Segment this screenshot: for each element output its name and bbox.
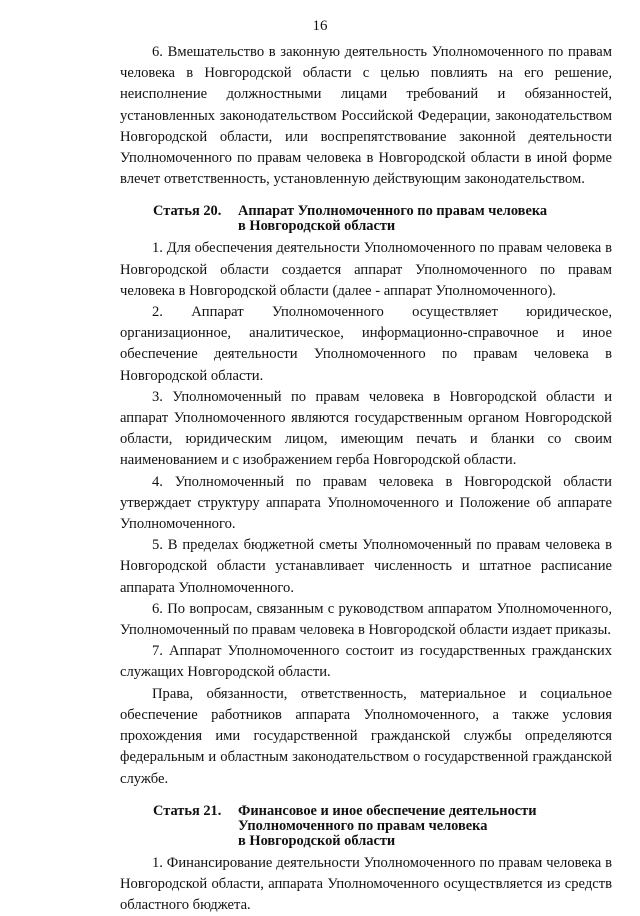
article-title-line: в Новгородской области: [238, 218, 396, 235]
article-title-line: Уполномоченного по правам человека: [238, 817, 488, 834]
paragraph-article-20-item-4: 4. Уполномоченный по правам человека в Новгородской области утверждает структуру аппарата Уполномоченного и Положение об аппарате Уполномоченного.: [120, 473, 612, 533]
paragraph-article-20-item-3: 3. Уполномоченный по правам человека в Новгородской области и аппарат Уполномоченного являются государственным органом Новгородской области, юридическим лицом, имеющим печать и бланки со своим наименованием и с изображением герба Новгородской области.: [120, 388, 612, 469]
article-number: Статья 20.: [153, 203, 222, 220]
article-title: [238, 204, 612, 234]
document-body: [120, 42, 612, 916]
paragraph-clause-6: 6. Вмешательство в законную деятельность Уполномоченного по правам человека в Новгородской области с целью повлиять на его решение, неисполнение должностными лицами требований и обязанностей, установленных законодательством Российской Федерации, законодательством Новгородской области, или воспрепятствование законной деятельности Уполномоченного по правам человека в Новгородской области в иной форме влечет ответственность, установленную действующим законодательством.: [120, 44, 612, 188]
paragraph-article-20-item-1: 1. Для обеспечения деятельности Уполномоченного по правам человека в Новгородской области создается аппарат Уполномоченного по правам человека в Новгородской области (далее - аппарат Уполномоченного).: [120, 240, 612, 299]
page-number: 16: [312, 18, 328, 34]
article-21-heading: [120, 804, 612, 849]
article-20-heading: [120, 204, 612, 234]
paragraph-article-20-item-5: 5. В пределах бюджетной сметы Уполномоченный по правам человека в Новгородской области устанавливает численность и штатное расписание аппарата Уполномоченного.: [120, 537, 612, 596]
paragraph-article-21-item-1: 1. Финансирование деятельности Уполномоченного по правам человека в Новгородской области, аппарата Уполномоченного осуществляется из средств областного бюджета.: [120, 854, 612, 914]
article-title: [238, 804, 612, 849]
article-number: Статья 21.: [153, 802, 222, 819]
paragraph-article-20-item-2: 2. Аппарат Уполномоченного осуществляет юридическое, организационное, аналитическое, информационно-справочное и иное обеспечение деятельности Уполномоченного по правам человека в Новгородской области.: [120, 304, 612, 384]
article-title-line: Аппарат Уполномоченного по правам человека: [238, 203, 548, 220]
article-title-line: Финансовое и иное обеспечение деятельности: [238, 802, 537, 819]
paragraph-article-20-rights: Права, обязанности, ответственность, материальное и социальное обеспечение работников аппарата Уполномоченного, а также условия прохождения ими государственной гражданской службы определяются федеральным и областным законодательством о государственной гражданской службе.: [120, 685, 612, 787]
article-title-line: в Новгородской области: [238, 832, 396, 849]
paragraph-article-20-item-7: 7. Аппарат Уполномоченного состоит из государственных гражданских служащих Новгородской области.: [120, 643, 612, 681]
paragraph-article-20-item-6: 6. По вопросам, связанным с руководством аппаратом Уполномоченного, Уполномоченный по правам человека в Новгородской области издает приказы.: [120, 600, 612, 639]
